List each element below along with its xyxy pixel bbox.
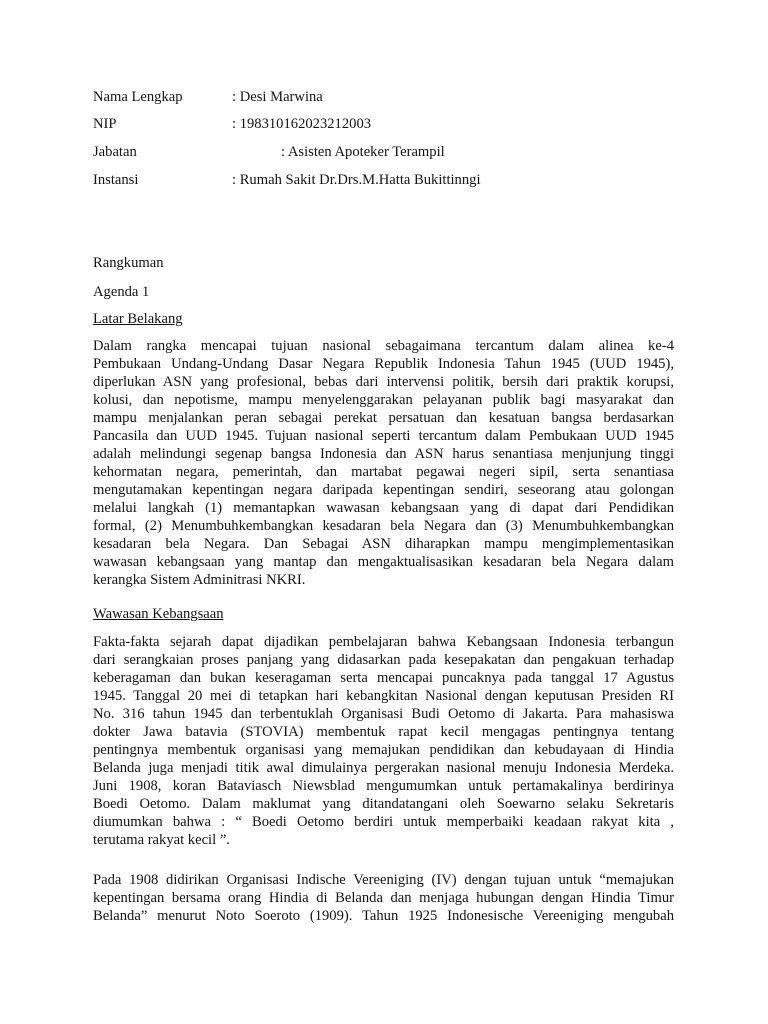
text-line: adalah melindungi segenap bangsa Indonesia dan ASN harus senantiasa menjunjung tinggi [93, 446, 674, 462]
text-line: Juni 1908, koran Bataviasch Niewsblad mengumumkan untuk pertamakalinya berdirinya [93, 778, 674, 794]
text-line: kepentingan bersama orang Hindia di Belanda dan menjaga hubungan dengan Hindia Timur [93, 890, 674, 906]
text-line: formal, (2) Menumbuhkembangkan kesadaran bela Negara dan (3) Menumbuhkembangkan [93, 518, 674, 534]
document-title: Rangkuman [93, 255, 164, 271]
text-line: diumumkan bahwa : “ Boedi Oetomo berdiri untuk memperbaiki keadaan rakyat kita , [93, 814, 674, 830]
identity-value: : Rumah Sakit Dr.Drs.M.Hatta Bukittinngi [232, 172, 481, 188]
text-line: No. 316 tahun 1945 dan terbentuklah Organisasi Budi Oetomo di Jakarta. Para mahasiswa [93, 706, 674, 722]
section-heading-latar-belakang: Latar Belakang [93, 311, 183, 327]
text-line: Pancasila dan UUD 1945. Tujuan nasional seperti tercantum dalam Pembukaan UUD 1945 [93, 428, 674, 444]
text-line: Fakta-fakta sejarah dapat dijadikan pembelajaran bahwa Kebangsaan Indonesia terbangun [93, 634, 674, 650]
identity-value: : Asisten Apoteker Terampil [281, 144, 445, 160]
text-line: diperlukan ASN yang profesional, bebas dari intervensi politik, bersih dari praktik korupsi, [93, 374, 674, 390]
identity-label: NIP [93, 116, 117, 132]
text-line: Boedi Oetomo. Dalam maklumat yang ditandatangani oleh Soewarno selaku Sekretaris [93, 796, 674, 812]
text-line: 1945. Tanggal 20 mei di tetapkan hari kebangkitan Nasional dengan keputusan Presiden RI [93, 688, 674, 704]
text-line: pentingnya membentuk organisasi yang memajukan pendidikan dan kebudayaan di Hindia [93, 742, 674, 758]
text-line: Pembukaan Undang-Undang Dasar Negara Republik Indonesia Tahun 1945 (UUD 1945), [93, 356, 674, 372]
identity-label: Jabatan [93, 144, 137, 160]
text-line: kesadaran bela Negara. Dan Sebagai ASN diharapkan mampu mengimplementasikan [93, 536, 674, 552]
text-line: kehormatan negara, pemerintah, dan martabat pegawai negeri sipil, serta senantiasa [93, 464, 674, 480]
text-line: dokter Jawa batavia (STOVIA) membentuk rapat kecil mengagas pentingnya tentang [93, 724, 674, 740]
paragraph-latar-belakang [93, 337, 674, 589]
text-line: mampu menjalankan peran sebagai perekat persatuan dan kesatuan bangsa berdasarkan [93, 410, 674, 426]
text-line: melalui langkah (1) memantapkan wawasan kebangsaan yang di dapat dari Pendidikan [93, 500, 674, 516]
agenda-label: Agenda 1 [93, 284, 150, 300]
identity-value: : Desi Marwina [232, 89, 323, 105]
text-line: kolusi, dan nepotisme, mampu menyelenggarakan pelayanan publik bagi masyarakat dan [93, 392, 674, 408]
text-line: terutama rakyat kecil ”. [93, 832, 230, 848]
paragraph-indische-vereeniging [93, 871, 674, 925]
text-line: Pada 1908 didirikan Organisasi Indische Vereeniging (IV) dengan tujuan untuk “memajukan [93, 872, 674, 888]
text-line: mengutamakan kepentingan negara daripada kepentingan sendiri, seseorang atau golongan [93, 482, 674, 498]
text-line: dari serangkaian proses panjang yang didasarkan pada kesepakatan dan pengakuan terhadap [93, 652, 674, 668]
identity-value: : 198310162023212003 [232, 116, 372, 132]
text-line: Dalam rangka mencapai tujuan nasional sebagaimana tercantum dalam alinea ke-4 [93, 338, 674, 354]
text-line: wawasan kebangsaan yang mantap dan mengaktualisasikan kesadaran bela Negara dalam [93, 554, 674, 570]
text-line: kerangka Sistem Adminitrasi NKRI. [93, 572, 306, 588]
text-line: Belanda juga menjadi titik awal dimulainya pergerakan nasional menuju Indonesia Merdeka. [93, 760, 674, 776]
identity-label: Instansi [93, 172, 139, 188]
text-line: Belanda” menurut Noto Soeroto (1909). Tahun 1925 Indonesische Vereeniging mengubah [93, 908, 674, 924]
text-line: keberagaman dan bukan keseragaman serta mencapai puncaknya pada tanggal 17 Agustus [93, 670, 674, 686]
paragraph-wawasan-kebangsaan [93, 633, 674, 849]
section-heading-wawasan-kebangsaan: Wawasan Kebangsaan [93, 606, 224, 622]
identity-label: Nama Lengkap [93, 89, 183, 105]
